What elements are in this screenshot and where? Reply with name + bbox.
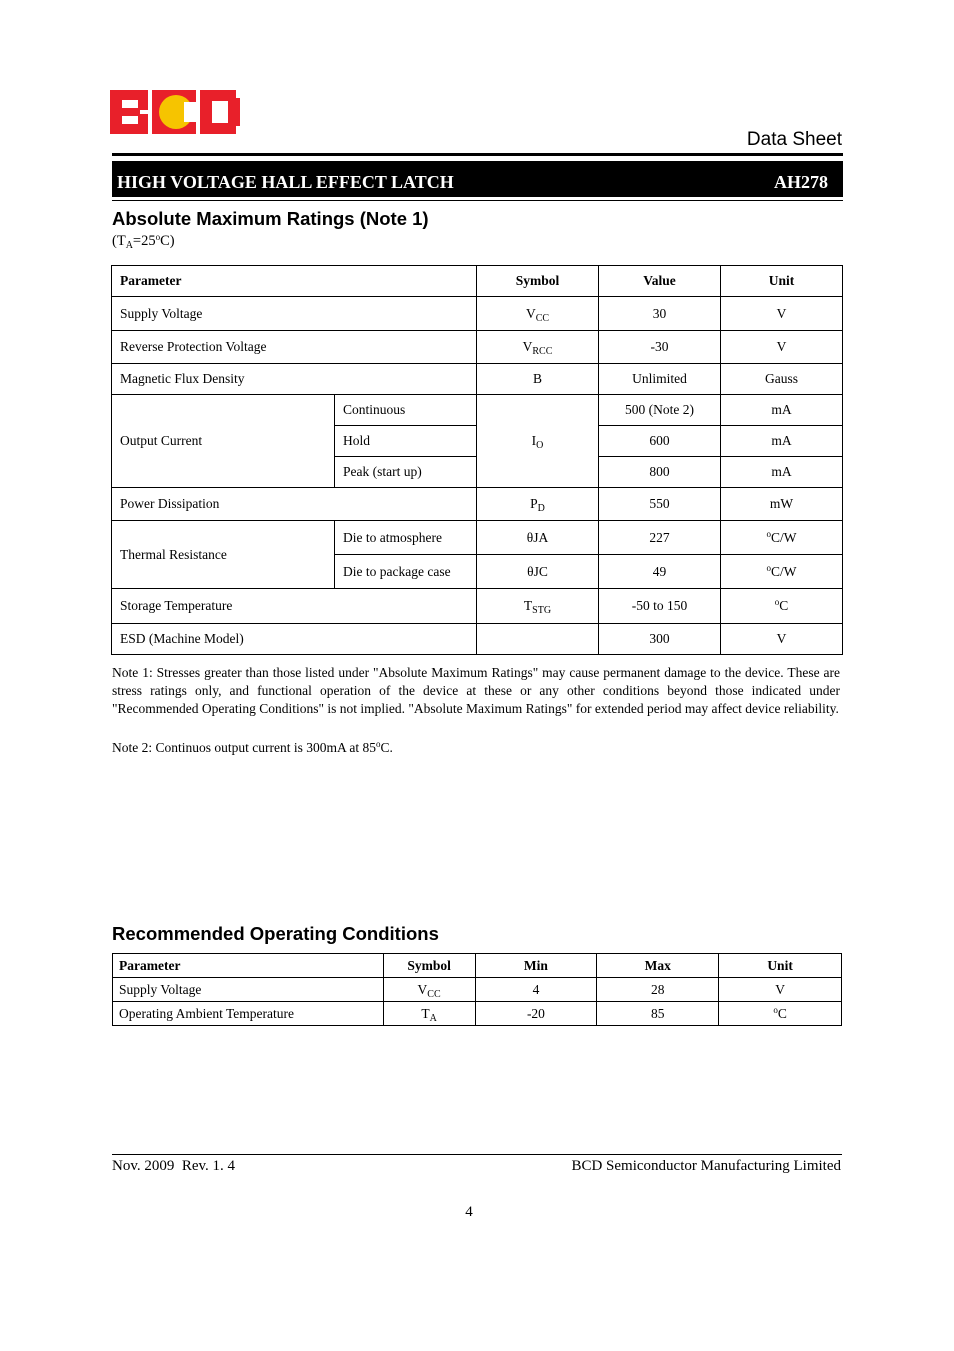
abs-max-table [111, 265, 843, 655]
col-parameter: Parameter [112, 266, 477, 297]
table-row: Output Current Continuous $I_O$ 500 (Note 2) mA [112, 395, 843, 426]
table-row: Power Dissipation $P_D$ 550 mW [112, 488, 843, 521]
doc-type-label: Data Sheet [746, 129, 842, 150]
table-row: Thermal Resistance Die to atmosphere θJA 227 $^o$C/W [112, 521, 843, 555]
table-row: ESD (Machine Model) 300 V [112, 624, 843, 655]
note-2: Note 2: Continuos output current is 300mA at 85$^o$C. [112, 739, 393, 755]
table-row: Die to package case θJC 49 $^o$C/W [112, 555, 843, 589]
title-banner [112, 161, 843, 197]
table-row: Supply Voltage $V_{CC}$ 30 V [112, 297, 843, 331]
product-title: HIGH VOLTAGE HALL EFFECT LATCH [117, 172, 454, 192]
part-number: AH278 [774, 172, 828, 192]
rec-op-table [112, 953, 842, 1026]
table-header: Parameter Symbol Min Max Unit [113, 954, 842, 978]
table-row: Operating Ambient Temperature $T_A$ -20 85 $^o$C [113, 1002, 842, 1026]
page-number: 4 [465, 1204, 473, 1220]
table-row: Hold 600 mA [112, 426, 843, 457]
ambient-condition: $(T_A=25^oC)$ [112, 232, 175, 251]
header-rule-thin [112, 200, 843, 201]
table-row: Storage Temperature $T_{STG}$ -50 to 150 $^o$C [112, 589, 843, 624]
col-unit: Unit [721, 266, 843, 297]
header-rule [112, 153, 843, 156]
footer-company: BCD Semiconductor Manufacturing Limited [571, 1158, 841, 1174]
bcd-logo [110, 88, 242, 136]
rec-op-heading: Recommended Operating Conditions [112, 923, 439, 944]
table-header [112, 266, 843, 297]
note-1: Note 1: Stresses greater than those listed under "Absolute Maximum Ratings" may cause permanent damage to the device. These are stress ratings only, and functional operation of the device at these or any other conditions beyond those indicated under "Recommended Operating Conditions" is not implied. "Absolute Maximum Ratings" for extended period may affect device reliability. [112, 665, 840, 716]
col-value: Value [599, 266, 721, 297]
table-row: Supply Voltage $V_{CC}$ 4 28 V [113, 978, 842, 1002]
footer-rule [112, 1154, 842, 1155]
table-row: Peak (start up) 800 mA [112, 457, 843, 488]
col-symbol: Symbol [477, 266, 599, 297]
footer-date: Nov. 2009 Rev. 1. 4 [112, 1158, 236, 1174]
abs-max-heading: Absolute Maximum Ratings (Note 1) [112, 208, 429, 229]
table-row: Magnetic Flux Density B Unlimited Gauss [112, 364, 843, 395]
table-row: Reverse Protection Voltage $V_{RCC}$ -30 V [112, 331, 843, 364]
